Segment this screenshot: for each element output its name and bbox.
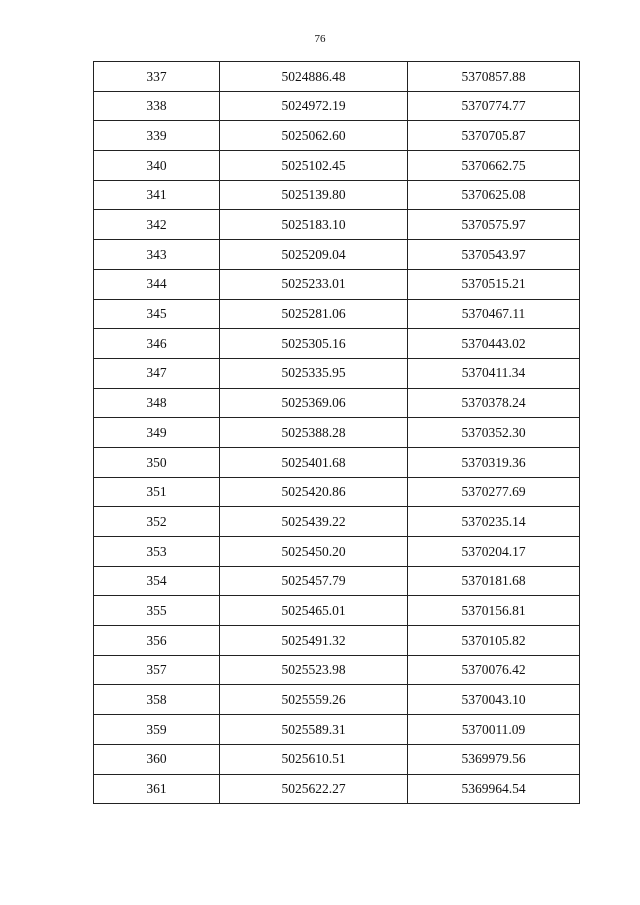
table-row — [94, 596, 580, 626]
y-coordinate-cell: 5369964.54 — [408, 774, 580, 804]
y-coordinate-cell: 5370181.68 — [408, 566, 580, 596]
point-number-cell: 345 — [94, 299, 220, 329]
y-coordinate-cell: 5370043.10 — [408, 685, 580, 715]
x-coordinate-cell: 5025559.26 — [220, 685, 408, 715]
y-coordinate-cell: 5370467.11 — [408, 299, 580, 329]
point-number-cell: 342 — [94, 210, 220, 240]
table-row — [94, 180, 580, 210]
y-coordinate-cell: 5370204.17 — [408, 537, 580, 567]
point-number-cell: 354 — [94, 566, 220, 596]
table-row — [94, 447, 580, 477]
table-body — [94, 62, 580, 804]
y-coordinate-cell: 5370543.97 — [408, 240, 580, 270]
point-number-cell: 360 — [94, 744, 220, 774]
point-number-cell: 349 — [94, 418, 220, 448]
point-number-cell: 356 — [94, 626, 220, 656]
y-coordinate-cell: 5370011.09 — [408, 715, 580, 745]
x-coordinate-cell: 5025401.68 — [220, 447, 408, 477]
x-coordinate-cell: 5025369.06 — [220, 388, 408, 418]
x-coordinate-cell: 5025335.95 — [220, 358, 408, 388]
x-coordinate-cell: 5025388.28 — [220, 418, 408, 448]
point-number-cell: 337 — [94, 62, 220, 92]
point-number-cell: 350 — [94, 447, 220, 477]
table-row — [94, 121, 580, 151]
table-row — [94, 91, 580, 121]
x-coordinate-cell: 5025439.22 — [220, 507, 408, 537]
point-number-cell: 347 — [94, 358, 220, 388]
x-coordinate-cell: 5025102.45 — [220, 151, 408, 181]
x-coordinate-cell: 5025281.06 — [220, 299, 408, 329]
y-coordinate-cell: 5370705.87 — [408, 121, 580, 151]
x-coordinate-cell: 5025523.98 — [220, 655, 408, 685]
table-row — [94, 62, 580, 92]
x-coordinate-cell: 5025491.32 — [220, 626, 408, 656]
y-coordinate-cell: 5370411.34 — [408, 358, 580, 388]
table-row — [94, 715, 580, 745]
table-row — [94, 358, 580, 388]
x-coordinate-cell: 5025233.01 — [220, 269, 408, 299]
point-number-cell: 359 — [94, 715, 220, 745]
point-number-cell: 358 — [94, 685, 220, 715]
coordinates-table — [93, 61, 580, 804]
y-coordinate-cell: 5370857.88 — [408, 62, 580, 92]
table-row — [94, 655, 580, 685]
table-row — [94, 210, 580, 240]
y-coordinate-cell: 5370076.42 — [408, 655, 580, 685]
point-number-cell: 355 — [94, 596, 220, 626]
point-number-cell: 353 — [94, 537, 220, 567]
page-number: 76 — [314, 33, 326, 45]
x-coordinate-cell: 5025209.04 — [220, 240, 408, 270]
table-row — [94, 299, 580, 329]
y-coordinate-cell: 5370235.14 — [408, 507, 580, 537]
x-coordinate-cell: 5025139.80 — [220, 180, 408, 210]
x-coordinate-cell: 5025622.27 — [220, 774, 408, 804]
table-row — [94, 477, 580, 507]
point-number-cell: 346 — [94, 329, 220, 359]
y-coordinate-cell: 5370277.69 — [408, 477, 580, 507]
table-row — [94, 418, 580, 448]
x-coordinate-cell: 5025465.01 — [220, 596, 408, 626]
table-row — [94, 269, 580, 299]
y-coordinate-cell: 5370662.75 — [408, 151, 580, 181]
y-coordinate-cell: 5370443.02 — [408, 329, 580, 359]
table-row — [94, 388, 580, 418]
y-coordinate-cell: 5370515.21 — [408, 269, 580, 299]
y-coordinate-cell: 5370774.77 — [408, 91, 580, 121]
y-coordinate-cell: 5370105.82 — [408, 626, 580, 656]
point-number-cell: 339 — [94, 121, 220, 151]
table-row — [94, 240, 580, 270]
x-coordinate-cell: 5024886.48 — [220, 62, 408, 92]
x-coordinate-cell: 5025305.16 — [220, 329, 408, 359]
x-coordinate-cell: 5025420.86 — [220, 477, 408, 507]
point-number-cell: 352 — [94, 507, 220, 537]
point-number-cell: 340 — [94, 151, 220, 181]
y-coordinate-cell: 5370378.24 — [408, 388, 580, 418]
table-row — [94, 537, 580, 567]
point-number-cell: 348 — [94, 388, 220, 418]
table-row — [94, 626, 580, 656]
point-number-cell: 361 — [94, 774, 220, 804]
point-number-cell: 344 — [94, 269, 220, 299]
y-coordinate-cell: 5370625.08 — [408, 180, 580, 210]
table-row — [94, 507, 580, 537]
table-row — [94, 566, 580, 596]
table-row — [94, 774, 580, 804]
y-coordinate-cell: 5370156.81 — [408, 596, 580, 626]
table-row — [94, 744, 580, 774]
x-coordinate-cell: 5025183.10 — [220, 210, 408, 240]
x-coordinate-cell: 5025062.60 — [220, 121, 408, 151]
y-coordinate-cell: 5370575.97 — [408, 210, 580, 240]
x-coordinate-cell: 5025457.79 — [220, 566, 408, 596]
x-coordinate-cell: 5024972.19 — [220, 91, 408, 121]
x-coordinate-cell: 5025589.31 — [220, 715, 408, 745]
y-coordinate-cell: 5370319.36 — [408, 447, 580, 477]
y-coordinate-cell: 5369979.56 — [408, 744, 580, 774]
point-number-cell: 343 — [94, 240, 220, 270]
table-row — [94, 329, 580, 359]
point-number-cell: 357 — [94, 655, 220, 685]
table-row — [94, 685, 580, 715]
x-coordinate-cell: 5025610.51 — [220, 744, 408, 774]
x-coordinate-cell: 5025450.20 — [220, 537, 408, 567]
point-number-cell: 351 — [94, 477, 220, 507]
y-coordinate-cell: 5370352.30 — [408, 418, 580, 448]
table-row — [94, 151, 580, 181]
point-number-cell: 338 — [94, 91, 220, 121]
point-number-cell: 341 — [94, 180, 220, 210]
